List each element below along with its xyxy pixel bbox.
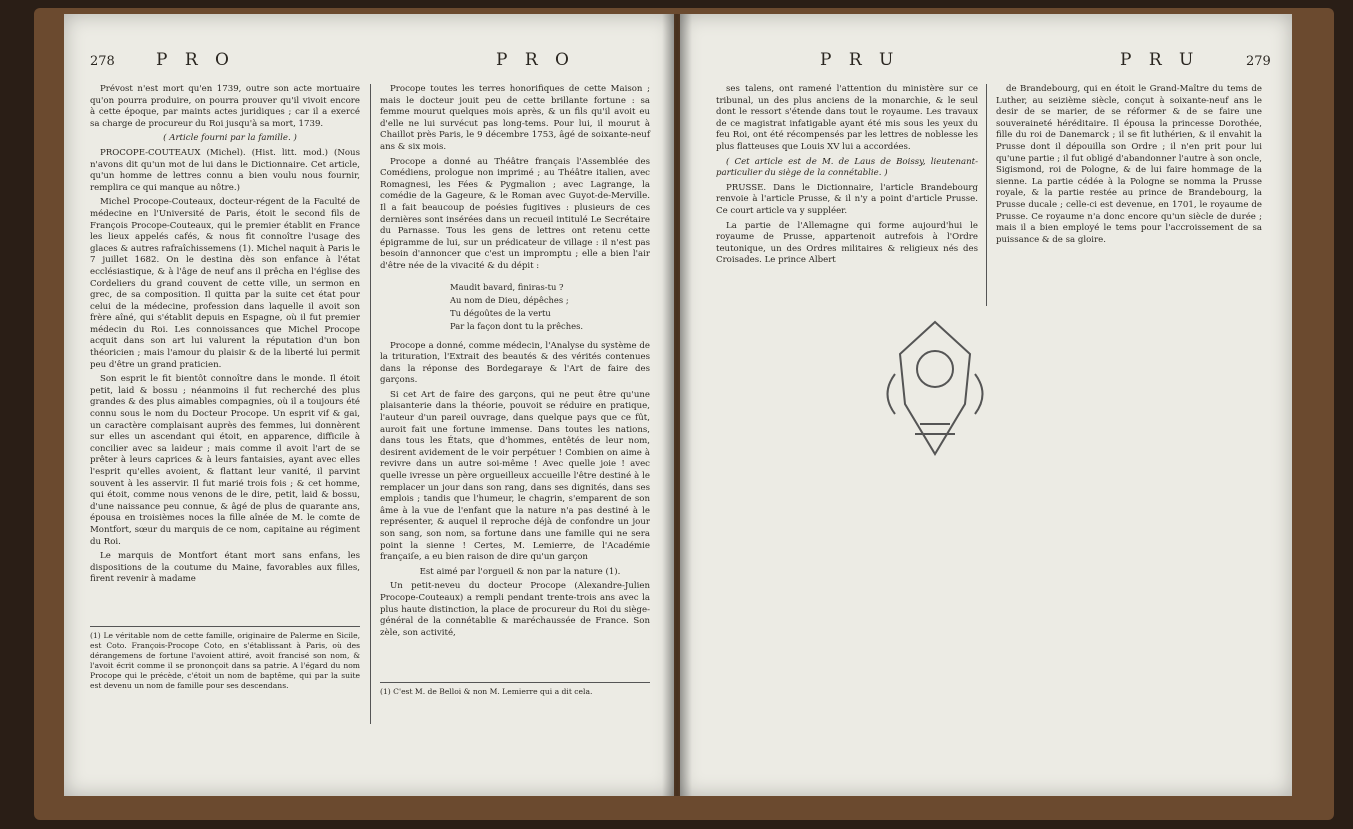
- right-page: [680, 14, 1292, 796]
- column-right-2: [996, 84, 1262, 249]
- paragraph: Michel Procope-Couteaux, docteur-régent de la Faculté de médecine en l'Université de Paris, étoit le second fils de François Procope-Couteaux, qui le premier établit en France les lieux appelés cafés, & nous fit connoître l'usage des glaces & autres rafraîchissemens (1). Michel naquit à Paris le 7 juillet 1682. On le destina dès son enfance à l'état ecclésiastique, & à l'âge de neuf ans il prêcha en l'église des Cordeliers du grand couvent de cette ville, un sermon en grec, de sa composition. Il quitta par la suite cet état pour celui de la médecine, profession dans laquelle il avoit son frère aîné, qui s'établit depuis en Espagne, où il fut premier médecin du Roi. Les connoissances que Michel Procope acquit dans son art lui valurent la réputation d'un bon théoricien ; mais l'amour du plaisir & de la liberté lui permit peu d'être un grand praticien.: [90, 197, 360, 370]
- paragraph: Si cet Art de faire des garçons, qui ne peut être qu'une plaisanterie dans la théorie, pouvoit se réduire en pratique, l'auteur d'un pareil ouvrage, dans quelque pays que ce fût, auroit fait une fortune immense. Dans toutes les nations, dans tous les États, que d'hommes, entêtés de leur nom, desirent avidement de le voir perpétuer ! Combien on aime à revivre dans un autre soi-même ! Avec quelle joie ! avec quelle ivresse un père orgueilleux accueille l'être destiné à le remplacer un jour dans son rang, dans ses dignités, dans ses emplois ; tandis que l'humeur, le chagrin, s'emparent de son âme à la vue de l'enfant que la nature n'a pas destiné à le représenter, & auquel il reproche déjà de confondre un jour son sang, son nom, sa fortune dans une famille qui ne sera point la sienne ! Certes, M. Lemierre, de l'Académie françaiſe, a eu bien raison de dire qu'un garçon: [380, 389, 650, 563]
- page-number: 279: [1246, 54, 1271, 69]
- running-head: P R U: [1120, 50, 1200, 70]
- paragraph: Procope toutes les terres honorifiques de cette Maison ; mais le docteur jouit peu de cette brillante fortune : sa femme mourut quelques mois après, & un fils qu'il avoit eu d'elle ne lui survécut pas long-tems. Pour lui, il mourut à Chaillot près Paris, le 9 décembre 1753, âgé de soixante-neuf ans & six mois.: [380, 84, 650, 152]
- poem-line: Maudit bavard, finiras-tu ?: [450, 281, 564, 292]
- poem-line: Au nom de Dieu, dépêches ;: [450, 294, 569, 305]
- epigram: [450, 281, 650, 333]
- attribution: ( Cet article est de M. de Laus de Boissy, lieutenant-particulier du siège de la connétablie. ): [716, 156, 978, 179]
- paragraph: Le marquis de Montfort étant mort sans enfans, les dispositions de la coutume du Maine, favorables aux filles, firent revenir à madame: [90, 551, 360, 585]
- ornament-vignette-icon: [875, 314, 995, 464]
- page-number: 278: [90, 54, 115, 69]
- column-left-1: [90, 84, 360, 589]
- paragraph: La partie de l'Allemagne qui forme aujourd'hui le royaume de Prusse, appartenoit autrefois à l'Ordre teutonique, un des Ordres militaires & religieux nés des Croisades. Le prince Albert: [716, 220, 978, 266]
- column-rule: [370, 84, 371, 724]
- poem-line: Par la façon dont tu la prêches.: [450, 320, 584, 331]
- article-heading: PRUSSE. Dans le Dictionnaire, l'article Brandebourg renvoie à l'article Prusse, & il n'y a point d'article Prusse. Ce court article va y suppléer.: [716, 182, 978, 216]
- running-head: P R O: [496, 50, 575, 70]
- footnote: (1) Le véritable nom de cette famille, originaire de Palerme en Sicile, est Coto. François-Procope Coto, en s'établissant à Paris, où des dérangemens de fortune l'avoient attiré, avoit francisé son nom, & l'avoit écrit comme il se prononçoit dans sa patrie. A l'égard du nom Procope qui le précède, c'étoit un nom de baptême, qui par la suite est devenu un nom de famille pour ses descendans.: [90, 626, 360, 691]
- paragraph: Son esprit le fit bientôt connoître dans le monde. Il étoit petit, laid & bossu ; néanmoins il fut recherché des plus grandes & des plus aimables compagnies, où il a toujours été connu sous le nom du Docteur Procope. Un esprit vif & gai, un caractère complaisant auprès des femmes, lui donnèrent sur elles un ascendant qui étoit, en apparence, difficile à concilier avec sa laideur ; mais comme il avoit l'art de se prêter à leurs caprices & à leurs fantaisies, ayant avec elles l'esprit qu'elles avoient, & flattant leur vanité, il parvint souvent à les asservir. Il fut marié trois fois ; & cet homme, qui étoit, comme nous venons de le dire, petit, laid & bossu, d'une naissance peu connue, & âgé de plus de quarante ans, épousa en troisièmes noces la fille aînée de M. le comte de Montfort, sœur du marquis de ce nom, capitaine au régiment du Roi.: [90, 374, 360, 547]
- paragraph: ses talens, ont ramené l'attention du ministère sur ce tribunal, un des plus anciens de la monarchie, & le seul dont le ressort s'étende dans tout le royaume. Les travaux de ce magistrat infatigable ayant été mis sous les yeux du feu Roi, ont été récompensés par les lettres de noblesse les plus flatteuses que Louis XV lui a accordées.: [716, 84, 978, 152]
- paragraph: de Brandebourg, qui en étoit le Grand-Maître du tems de Luther, au seizième siècle, conçut à soixante-neuf ans le desir de se marier, de se réformer & de se faire une souveraineté héréditaire. Il épousa la princesse Dorothée, fille du roi de Danemarck ; il se fit luthérien, & il envahit la Prusse dont il dépouilla son Ordre ; il n'en prit pour lui qu'une partie ; il fut obligé d'abandonner l'autre à son oncle, Sigismond, roi de Pologne, & de lui faire hommage de la sienne. La partie cédée à la Pologne se nomma la Prusse royale, & la partie restée au prince de Brandebourg, la Prusse ducale ; celle-ci est devenue, en 1701, le royaume de Prusse. Ce royaume n'a donc encore qu'un siècle de durée ; mais il a bien employé le tems pour l'accroissement de sa puissance & de sa gloire.: [996, 84, 1262, 245]
- running-head: P R U: [820, 50, 900, 70]
- footnote: (1) C'est M. de Belloi & non M. Lemierre qui a dit cela.: [380, 682, 650, 697]
- paragraph: Prévost n'est mort qu'en 1739, outre son acte mortuaire qu'on pourra produire, on pourra prouver qu'il vivoit encore à cette époque, par maints actes juridiques ; car il a exercé sa charge de procureur du Roi jusqu'à sa mort, 1739.: [90, 84, 360, 129]
- article-heading: PROCOPE-COUTEAUX (Michel). (Hist. litt. mod.) (Nous n'avons dit qu'un mot de lui dans le Dictionnaire. Cet article, qu'un homme de lettres connu a bien voulu nous fournir, remplira ce qui manque au nôtre.): [90, 147, 360, 193]
- column-right-1: [716, 84, 978, 270]
- book-gutter: [662, 14, 692, 796]
- paragraph: Un petit-neveu du docteur Procope (Alexandre-Julien Procope-Couteaux) a rempli pendant trente-trois ans avec la plus haute distinction, la place de procureur du Roi du siège-général de la connétablie & maréchaussée de France. Son zèle, son activité,: [380, 581, 650, 638]
- column-left-2: [380, 84, 650, 642]
- paragraph: Procope a donné, comme médecin, l'Analyse du système de la trituration, l'Extrait des beautés & des vérités contenues dans la réponse des Bordegaraye & l'Art de faire des garçons.: [380, 340, 650, 386]
- running-head: P R O: [156, 50, 235, 70]
- poem-line: Tu dégoûtes de la vertu: [450, 307, 551, 318]
- paragraph: Procope a donné au Théâtre français l'Assemblée des Comédiens, prologue non imprimé ; au Théâtre italien, avec Romagnesi, les Fées & Pygmalion ; avec Lagrange, la comédie de la Gageure, & le Roman avec Guyot-de-Merville. Il a fait beaucoup de poésies fugitives : plusieurs de ces dernières sont insérées dans un recueil intitulé Le Secrétaire du Parnasse. Tous les gens de lettres ont retenu cette épigramme de lui, sur un prédicateur de village : il n'est pas besoin d'annoncer que c'est un impromptu ; elle a bien l'air d'être née de la vivacité & du dépit :: [380, 156, 650, 271]
- quote-line: Est aimé par l'orgueil & non par la nature (1).: [419, 566, 621, 577]
- left-page: [64, 14, 674, 796]
- attribution: ( Article fourni par la famille. ): [163, 133, 297, 144]
- column-rule: [986, 84, 987, 306]
